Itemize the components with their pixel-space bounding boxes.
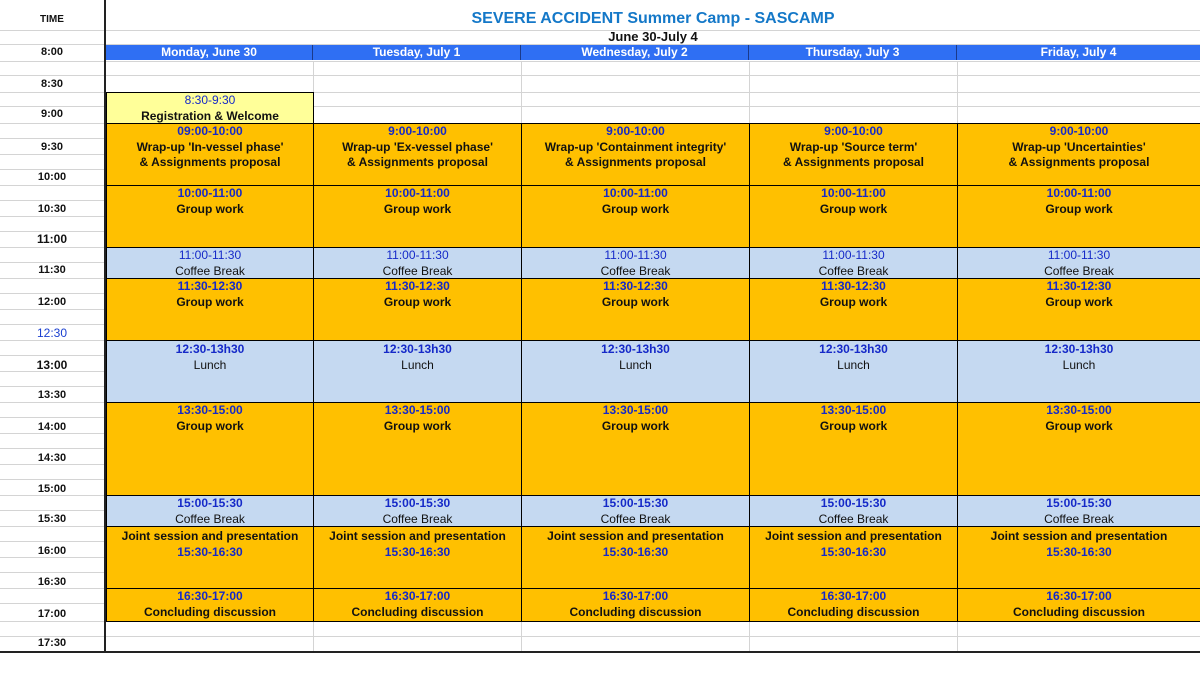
event-time: 11:00-11:30: [822, 248, 885, 262]
event-time: 11:00-11:30: [604, 248, 667, 262]
concluding-discussion-block: [106, 588, 314, 622]
lunch-block: [957, 340, 1200, 403]
event-label: Wrap-up 'In-vessel phase': [136, 139, 284, 154]
event-label: Coffee Break: [175, 263, 245, 278]
group-work-block: [749, 402, 958, 496]
joint-session-block: [749, 526, 958, 589]
event-label: & Assignments proposal: [1008, 155, 1150, 169]
event-label: & Assignments proposal: [347, 155, 488, 169]
event-time: 11:30-12:30: [385, 279, 450, 293]
event-time: 10:00-11:00: [603, 186, 668, 200]
event-time: 12:30-13h30: [1044, 342, 1114, 356]
group-work-block: [106, 278, 314, 341]
event-time: 15:30-16:30: [1046, 544, 1112, 559]
event-label: Concluding discussion: [787, 604, 920, 619]
coffee-break-block: [749, 247, 958, 279]
event-time: 15:30-16:30: [602, 544, 669, 559]
event-time: 10:00-11:00: [385, 186, 450, 200]
coffee-break-block: [521, 495, 750, 527]
joint-session-block: [313, 526, 522, 589]
time-label: 17:00: [37, 608, 67, 620]
event-label: Coffee Break: [382, 263, 453, 278]
event-label: Group work: [601, 294, 670, 309]
event-time: 11:00-11:30: [386, 248, 449, 262]
wrapup-block: [957, 123, 1200, 186]
event-time: 15:00-15:30: [1046, 496, 1112, 510]
event-label: Concluding discussion: [143, 604, 276, 619]
grid-line: [0, 75, 1200, 76]
time-label: 10:30: [37, 203, 67, 215]
group-work-block: [521, 402, 750, 496]
event-time: 11:00-11:30: [178, 248, 242, 262]
time-label: 13:00: [36, 358, 68, 372]
lunch-block: [313, 340, 522, 403]
time-label: 9:00: [40, 108, 64, 120]
event-time: 16:30-17:00: [602, 589, 669, 603]
group-work-block: [106, 185, 314, 248]
wrapup-block: [106, 123, 314, 186]
group-work-block: [313, 278, 522, 341]
event-time: 15:30-16:30: [177, 544, 243, 559]
event-time: 11:30-12:30: [821, 279, 886, 293]
event-time: 16:30-17:00: [820, 589, 887, 603]
concluding-discussion-block: [749, 588, 958, 622]
event-label: Wrap-up 'Ex-vessel phase': [342, 139, 493, 154]
event-time: 11:30-12:30: [603, 279, 668, 293]
event-time: 10:00-11:00: [177, 186, 243, 200]
event-time: 12:30-13h30: [819, 342, 888, 356]
event-label: Group work: [1045, 294, 1113, 309]
event-time: 9:00-10:00: [824, 124, 883, 138]
wrapup-block: [749, 123, 958, 186]
group-work-block: [957, 185, 1200, 248]
lunch-block: [521, 340, 750, 403]
event-label: Concluding discussion: [569, 604, 702, 619]
day-header-tuesday: Tuesday, July 1: [313, 45, 521, 60]
event-time: 10:00-11:00: [1046, 186, 1112, 200]
group-work-block: [749, 185, 958, 248]
event-label: Group work: [819, 201, 888, 216]
event-label: Lunch: [837, 357, 870, 372]
event-time: 15:00-15:30: [177, 496, 243, 510]
event-time: 10:00-11:00: [821, 186, 886, 200]
time-label: 12:00: [37, 296, 67, 308]
event-time: 15:00-15:30: [820, 496, 887, 510]
time-label: 8:00: [40, 46, 64, 58]
time-label: 17:30: [37, 637, 67, 649]
day-header-friday: Friday, July 4: [957, 45, 1200, 60]
joint-session-block: [521, 526, 750, 589]
event-time: 12:30-13h30: [383, 342, 452, 356]
lunch-block: [106, 340, 314, 403]
coffee-break-block: [749, 495, 958, 527]
event-label: & Assignments proposal: [565, 155, 706, 169]
event-time: 15:30-16:30: [820, 544, 887, 559]
time-label: 16:30: [37, 576, 67, 588]
day-header-wednesday: Wednesday, July 2: [521, 45, 749, 60]
event-label: Concluding discussion: [351, 604, 484, 619]
event-time: 15:00-15:30: [602, 496, 669, 510]
event-label: Joint session and presentation: [547, 529, 724, 543]
event-label: Wrap-up 'Containment integrity': [544, 139, 727, 154]
event-label: Group work: [819, 418, 888, 433]
event-time: 9:00-10:00: [606, 124, 665, 138]
bottom-border: [0, 651, 1200, 653]
grid-line: [0, 636, 1200, 637]
event-time: 8:30-9:30: [184, 93, 236, 107]
time-header: TIME: [40, 14, 64, 25]
event-label: Group work: [601, 201, 670, 216]
event-label: Concluding discussion: [1012, 604, 1145, 619]
wrapup-block: [521, 123, 750, 186]
lunch-block: [749, 340, 958, 403]
event-time: 11:30-12:30: [177, 279, 243, 293]
coffee-break-block: [957, 495, 1200, 527]
group-work-block: [957, 402, 1200, 496]
event-label: Coffee Break: [600, 263, 671, 278]
event-time: 13:30-15:00: [177, 403, 243, 417]
group-work-block: [957, 278, 1200, 341]
event-time: 12:30-13h30: [175, 342, 245, 356]
time-label: 14:00: [37, 421, 67, 433]
event-label: Group work: [176, 294, 244, 309]
event-label: Group work: [383, 201, 452, 216]
event-label: & Assignments proposal: [139, 155, 281, 169]
event-label: Group work: [176, 201, 244, 216]
event-label: Group work: [1045, 201, 1113, 216]
coffee-break-block: [106, 247, 314, 279]
time-label: 10:00: [37, 171, 67, 183]
event-time: 16:30-17:00: [1046, 589, 1112, 603]
wrapup-block: [313, 123, 522, 186]
event-label: Group work: [383, 418, 452, 433]
group-work-block: [749, 278, 958, 341]
time-label: 8:30: [40, 78, 64, 90]
event-label: Wrap-up 'Source term': [789, 139, 918, 154]
coffee-break-block: [313, 247, 522, 279]
time-label: 12:30: [36, 326, 68, 340]
event-label: Coffee Break: [818, 263, 889, 278]
time-label: 15:30: [37, 513, 67, 525]
joint-session-block: [106, 526, 314, 589]
event-time: 11:00-11:30: [1047, 248, 1111, 262]
event-label: Coffee Break: [600, 511, 671, 526]
time-label: 14:30: [37, 452, 67, 464]
event-label: Group work: [176, 418, 244, 433]
event-label: Coffee Break: [1044, 263, 1114, 278]
concluding-discussion-block: [957, 588, 1200, 622]
group-work-block: [106, 402, 314, 496]
time-label: 11:00: [36, 232, 68, 246]
time-label: 13:30: [37, 389, 67, 401]
event-label: Group work: [383, 294, 452, 309]
page-title: SEVERE ACCIDENT Summer Camp - SASCAMP: [471, 10, 835, 27]
grid-line: [0, 61, 1200, 62]
event-time: 09:00-10:00: [177, 124, 243, 138]
concluding-discussion-block: [521, 588, 750, 622]
event-time: 9:00-10:00: [388, 124, 447, 138]
event-time: 13:30-15:00: [1046, 403, 1112, 417]
group-work-block: [521, 278, 750, 341]
event-label: Lunch: [401, 357, 434, 372]
event-label: Joint session and presentation: [329, 529, 506, 543]
event-label: Coffee Break: [175, 511, 245, 526]
group-work-block: [313, 402, 522, 496]
event-label: Coffee Break: [382, 511, 453, 526]
time-label: 16:00: [37, 545, 67, 557]
day-header-monday: Monday, June 30: [106, 45, 313, 60]
event-label: Coffee Break: [1044, 511, 1114, 526]
event-label: Wrap-up 'Uncertainties': [1012, 139, 1146, 154]
event-time: 13:30-15:00: [602, 403, 669, 417]
event-time: 15:00-15:30: [384, 496, 451, 510]
concluding-discussion-block: [313, 588, 522, 622]
coffee-break-block: [313, 495, 522, 527]
event-label: Group work: [819, 294, 888, 309]
group-work-block: [313, 185, 522, 248]
event-time: 9:00-10:00: [1049, 124, 1109, 138]
coffee-break-block: [521, 247, 750, 279]
group-work-block: [521, 185, 750, 248]
event-label: Group work: [1045, 418, 1113, 433]
event-label: & Assignments proposal: [783, 155, 924, 169]
event-time: 16:30-17:00: [177, 589, 243, 603]
coffee-break-block: [106, 495, 314, 527]
event-time: 16:30-17:00: [384, 589, 451, 603]
event-label: Joint session and presentation: [990, 529, 1168, 543]
page-subtitle: June 30-July 4: [608, 29, 698, 44]
event-time: 13:30-15:00: [384, 403, 451, 417]
joint-session-block: [957, 526, 1200, 589]
time-label: 9:30: [40, 141, 64, 153]
event-label: Joint session and presentation: [765, 529, 942, 543]
event-time: 15:30-16:30: [384, 544, 451, 559]
coffee-break-block: [957, 247, 1200, 279]
event-label: Lunch: [193, 357, 227, 372]
event-label: Coffee Break: [818, 511, 889, 526]
time-label: 11:30: [38, 264, 66, 276]
event-label: Group work: [601, 418, 670, 433]
event-label: Joint session and presentation: [121, 529, 299, 543]
registration-block: [106, 92, 314, 124]
event-label: Lunch: [619, 357, 652, 372]
event-time: 13:30-15:00: [820, 403, 887, 417]
event-time: 12:30-13h30: [601, 342, 670, 356]
event-label: Lunch: [1062, 357, 1096, 372]
event-time: 11:30-12:30: [1046, 279, 1112, 293]
day-header-thursday: Thursday, July 3: [749, 45, 957, 60]
time-label: 15:00: [37, 483, 67, 495]
event-label: Registration & Welcome: [141, 108, 279, 123]
